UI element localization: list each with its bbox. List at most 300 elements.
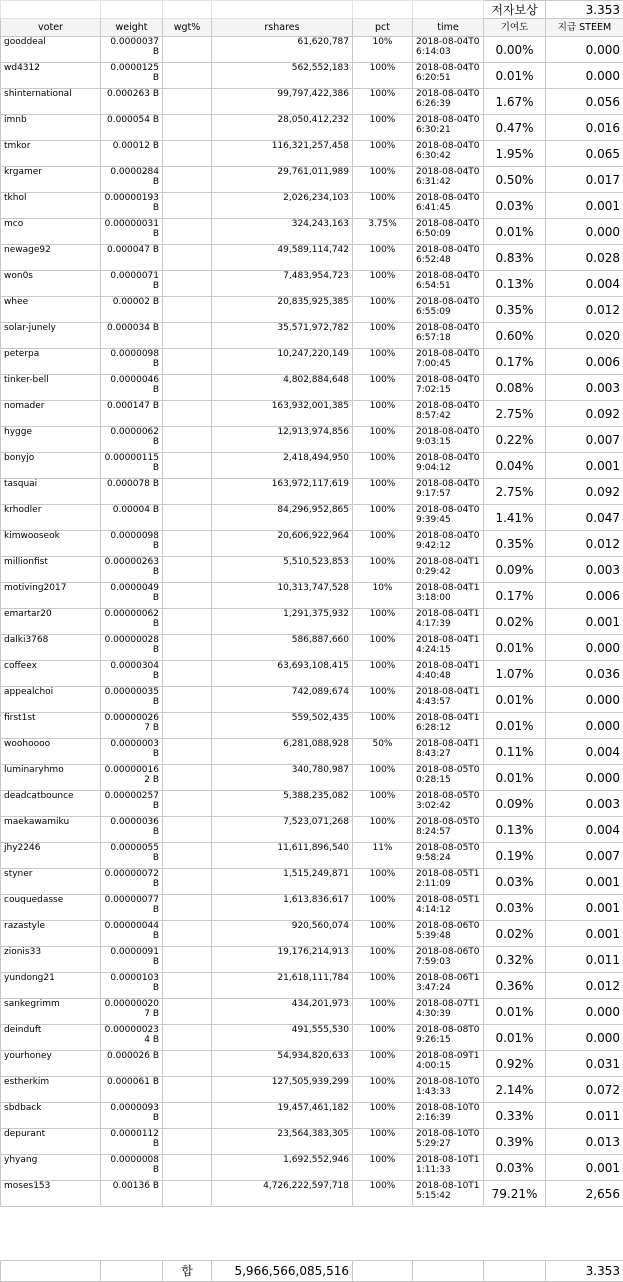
table-row [1, 609, 623, 635]
payout-cell: 0.000 [546, 713, 623, 739]
rshares-cell: 7,523,071,268 [212, 817, 353, 843]
table-row [1, 1103, 623, 1129]
wgt-pct-cell [163, 375, 212, 401]
payout-cell: 0.000 [546, 765, 623, 791]
rshares-cell: 2,026,234,103 [212, 193, 353, 219]
time-cell: 2018-08-06T13:47:24 [413, 973, 484, 999]
contribution-cell: 79.21% [484, 1181, 546, 1207]
wgt-pct-cell [163, 817, 212, 843]
table-row [1, 453, 623, 479]
pct-cell: 100% [353, 791, 413, 817]
voter-cell: tasquai [1, 479, 101, 505]
pct-cell: 100% [353, 973, 413, 999]
wgt-pct-cell [163, 1077, 212, 1103]
weight-cell: 0.00000193 B [101, 193, 163, 219]
pct-cell: 100% [353, 89, 413, 115]
time-cell: 2018-08-05T09:58:24 [413, 843, 484, 869]
voter-cell: razastyle [1, 921, 101, 947]
weight-cell: 0.0000112 B [101, 1129, 163, 1155]
time-cell: 2018-08-10T01:43:33 [413, 1077, 484, 1103]
pct-cell: 10% [353, 583, 413, 609]
wgt-pct-cell [163, 219, 212, 245]
time-cell: 2018-08-08T09:26:15 [413, 1025, 484, 1051]
table-row [1, 713, 623, 739]
weight-cell: 0.00002 B [101, 297, 163, 323]
payout-cell: 0.007 [546, 843, 623, 869]
contribution-cell: 1.95% [484, 141, 546, 167]
author-reward-label: 저자보상 [484, 1, 546, 19]
rshares-cell: 562,552,183 [212, 63, 353, 89]
table-row [1, 661, 623, 687]
time-cell: 2018-08-04T09:03:15 [413, 427, 484, 453]
time-cell: 2018-08-04T09:04:12 [413, 453, 484, 479]
table-row [1, 687, 623, 713]
voter-cell: shinternational [1, 89, 101, 115]
time-cell: 2018-08-04T10:29:42 [413, 557, 484, 583]
col-pct: pct [353, 19, 413, 37]
table-row [1, 817, 623, 843]
col-payout: 지급 STEEM [546, 19, 623, 37]
contribution-cell: 0.01% [484, 765, 546, 791]
rshares-cell: 2,418,494,950 [212, 453, 353, 479]
rshares-cell: 1,692,552,946 [212, 1155, 353, 1181]
contribution-cell: 0.03% [484, 193, 546, 219]
pct-cell: 100% [353, 817, 413, 843]
payout-cell: 0.006 [546, 583, 623, 609]
time-cell: 2018-08-04T06:52:48 [413, 245, 484, 271]
table-row [1, 1051, 623, 1077]
voter-cell: luminaryhmo [1, 765, 101, 791]
wgt-pct-cell [163, 167, 212, 193]
weight-cell: 0.0000284 B [101, 167, 163, 193]
voter-cell: styner [1, 869, 101, 895]
time-cell: 2018-08-04T06:30:21 [413, 115, 484, 141]
time-cell: 2018-08-04T16:28:12 [413, 713, 484, 739]
payout-cell: 0.003 [546, 375, 623, 401]
weight-cell: 0.0000091 B [101, 947, 163, 973]
wgt-pct-cell [163, 1181, 212, 1207]
time-cell: 2018-08-04T14:17:39 [413, 609, 484, 635]
payout-cell: 0.004 [546, 739, 623, 765]
wgt-pct-cell [163, 921, 212, 947]
time-cell: 2018-08-10T15:15:42 [413, 1181, 484, 1207]
contribution-cell: 0.36% [484, 973, 546, 999]
payout-cell: 0.028 [546, 245, 623, 271]
contribution-cell: 0.32% [484, 947, 546, 973]
col-weight: weight [101, 19, 163, 37]
rshares-cell: 5,510,523,853 [212, 557, 353, 583]
time-cell: 2018-08-04T07:00:45 [413, 349, 484, 375]
voter-cell: bonyjo [1, 453, 101, 479]
wgt-pct-cell [163, 141, 212, 167]
wgt-pct-cell [163, 1155, 212, 1181]
payout-cell: 0.006 [546, 349, 623, 375]
pct-cell: 100% [353, 245, 413, 271]
payout-cell: 0.000 [546, 999, 623, 1025]
pct-cell: 100% [353, 349, 413, 375]
wgt-pct-cell [163, 37, 212, 63]
pct-cell: 100% [353, 505, 413, 531]
time-cell: 2018-08-07T14:30:39 [413, 999, 484, 1025]
contribution-cell: 0.13% [484, 817, 546, 843]
col-rshares: rshares [212, 19, 353, 37]
rshares-cell: 21,618,111,784 [212, 973, 353, 999]
voter-cell: zionis33 [1, 947, 101, 973]
time-cell: 2018-08-04T07:02:15 [413, 375, 484, 401]
table-row [1, 349, 623, 375]
contribution-cell: 0.03% [484, 895, 546, 921]
contribution-cell: 0.03% [484, 1155, 546, 1181]
rshares-cell: 742,089,674 [212, 687, 353, 713]
rshares-cell: 19,176,214,913 [212, 947, 353, 973]
weight-cell: 0.0000037 B [101, 37, 163, 63]
pct-cell: 100% [353, 895, 413, 921]
time-cell: 2018-08-04T06:26:39 [413, 89, 484, 115]
rshares-cell: 4,802,884,648 [212, 375, 353, 401]
wgt-pct-cell [163, 1129, 212, 1155]
wgt-pct-cell [163, 1025, 212, 1051]
table-row [1, 271, 623, 297]
contribution-cell: 1.07% [484, 661, 546, 687]
wgt-pct-cell [163, 791, 212, 817]
wgt-pct-cell [163, 895, 212, 921]
pct-cell: 100% [353, 1155, 413, 1181]
wgt-pct-cell [163, 89, 212, 115]
contribution-cell: 1.67% [484, 89, 546, 115]
wgt-pct-cell [163, 323, 212, 349]
pct-cell: 100% [353, 869, 413, 895]
rshares-cell: 29,761,011,989 [212, 167, 353, 193]
pct-cell: 100% [353, 687, 413, 713]
pct-cell: 100% [353, 947, 413, 973]
contribution-cell: 0.33% [484, 1103, 546, 1129]
pct-cell: 100% [353, 531, 413, 557]
weight-cell: 0.0000036 B [101, 817, 163, 843]
weight-cell: 0.0000125 B [101, 63, 163, 89]
weight-cell: 0.0000008 B [101, 1155, 163, 1181]
voter-cell: solar-junely [1, 323, 101, 349]
contribution-cell: 0.35% [484, 531, 546, 557]
rshares-cell: 491,555,530 [212, 1025, 353, 1051]
contribution-cell: 0.00% [484, 37, 546, 63]
voter-cell: depurant [1, 1129, 101, 1155]
voter-cell: wd4312 [1, 63, 101, 89]
voter-cell: krgamer [1, 167, 101, 193]
time-cell: 2018-08-04T14:40:48 [413, 661, 484, 687]
voter-cell: woohoooo [1, 739, 101, 765]
summary-row [1, 1, 623, 19]
pct-cell: 100% [353, 999, 413, 1025]
weight-cell: 0.0000055 B [101, 843, 163, 869]
pct-cell: 100% [353, 323, 413, 349]
voter-cell: nomader [1, 401, 101, 427]
voter-cell: yhyang [1, 1155, 101, 1181]
weight-cell: 0.0000093 B [101, 1103, 163, 1129]
weight-cell: 0.00000077 B [101, 895, 163, 921]
table-row [1, 921, 623, 947]
payout-cell: 0.001 [546, 193, 623, 219]
time-cell: 2018-08-04T06:55:09 [413, 297, 484, 323]
time-cell: 2018-08-09T14:00:15 [413, 1051, 484, 1077]
wgt-pct-cell [163, 739, 212, 765]
pct-cell: 100% [353, 115, 413, 141]
payout-cell: 0.001 [546, 921, 623, 947]
table-row [1, 739, 623, 765]
table-row [1, 583, 623, 609]
payout-cell: 0.000 [546, 37, 623, 63]
voter-cell: won0s [1, 271, 101, 297]
table-row [1, 999, 623, 1025]
time-cell: 2018-08-05T00:28:15 [413, 765, 484, 791]
payout-cell: 0.000 [546, 63, 623, 89]
payout-cell: 0.007 [546, 427, 623, 453]
payout-cell: 0.012 [546, 531, 623, 557]
voter-cell: sankegrimm [1, 999, 101, 1025]
weight-cell: 0.00000026 7 B [101, 713, 163, 739]
contribution-cell: 1.41% [484, 505, 546, 531]
contribution-cell: 0.01% [484, 713, 546, 739]
voter-cell: gooddeal [1, 37, 101, 63]
voter-cell: sbdback [1, 1103, 101, 1129]
contribution-cell: 0.01% [484, 635, 546, 661]
pct-cell: 11% [353, 843, 413, 869]
pct-cell: 100% [353, 427, 413, 453]
payout-cell: 0.056 [546, 89, 623, 115]
contribution-cell: 0.17% [484, 349, 546, 375]
payout-cell: 0.001 [546, 895, 623, 921]
time-cell: 2018-08-05T08:24:57 [413, 817, 484, 843]
rshares-cell: 19,457,461,182 [212, 1103, 353, 1129]
rshares-cell: 6,281,088,928 [212, 739, 353, 765]
payout-cell: 0.001 [546, 609, 623, 635]
payout-cell: 0.000 [546, 635, 623, 661]
voter-cell: couquedasse [1, 895, 101, 921]
wgt-pct-cell [163, 453, 212, 479]
weight-cell: 0.000026 B [101, 1051, 163, 1077]
table-row [1, 193, 623, 219]
contribution-cell: 0.60% [484, 323, 546, 349]
table-row [1, 479, 623, 505]
author-reward-value: 3.353 [546, 1, 623, 19]
wgt-pct-cell [163, 349, 212, 375]
contribution-cell: 0.01% [484, 1025, 546, 1051]
rshares-total: 5,966,566,085,516 [212, 1261, 353, 1282]
table-row [1, 973, 623, 999]
rshares-cell: 23,564,383,305 [212, 1129, 353, 1155]
wgt-pct-cell [163, 63, 212, 89]
rshares-cell: 63,693,108,415 [212, 661, 353, 687]
payout-cell: 0.003 [546, 557, 623, 583]
time-cell: 2018-08-04T06:31:42 [413, 167, 484, 193]
rshares-cell: 4,726,222,597,718 [212, 1181, 353, 1207]
table-row [1, 947, 623, 973]
table-row [1, 791, 623, 817]
weight-cell: 0.00000115 B [101, 453, 163, 479]
payout-cell: 0.000 [546, 219, 623, 245]
pct-cell: 100% [353, 765, 413, 791]
table-row [1, 375, 623, 401]
table-row [1, 1077, 623, 1103]
table-row [1, 37, 623, 63]
voter-cell: imnb [1, 115, 101, 141]
wgt-pct-cell [163, 609, 212, 635]
weight-cell: 0.000263 B [101, 89, 163, 115]
pct-cell: 100% [353, 1077, 413, 1103]
pct-cell: 100% [353, 1181, 413, 1207]
weight-cell: 0.00000031 B [101, 219, 163, 245]
contribution-cell: 2.14% [484, 1077, 546, 1103]
payout-cell: 0.020 [546, 323, 623, 349]
time-cell: 2018-08-04T18:43:27 [413, 739, 484, 765]
table-row [1, 297, 623, 323]
payout-cell: 0.004 [546, 271, 623, 297]
time-cell: 2018-08-10T05:29:27 [413, 1129, 484, 1155]
time-cell: 2018-08-04T06:54:51 [413, 271, 484, 297]
weight-cell: 0.00000020 7 B [101, 999, 163, 1025]
table-row [1, 557, 623, 583]
weight-cell: 0.0000098 B [101, 531, 163, 557]
voter-cell: estherkim [1, 1077, 101, 1103]
contribution-cell: 0.83% [484, 245, 546, 271]
pct-cell: 100% [353, 63, 413, 89]
table-row [1, 765, 623, 791]
table-row [1, 323, 623, 349]
pct-cell: 100% [353, 453, 413, 479]
weight-cell: 0.0000062 B [101, 427, 163, 453]
weight-cell: 0.000034 B [101, 323, 163, 349]
voter-cell: yourhoney [1, 1051, 101, 1077]
wgt-pct-cell [163, 1103, 212, 1129]
table-row [1, 219, 623, 245]
contribution-cell: 0.22% [484, 427, 546, 453]
payout-cell: 0.047 [546, 505, 623, 531]
time-cell: 2018-08-05T12:11:09 [413, 869, 484, 895]
weight-cell: 0.00004 B [101, 505, 163, 531]
header-row [1, 19, 623, 37]
pct-cell: 100% [353, 661, 413, 687]
pct-cell: 100% [353, 1051, 413, 1077]
rshares-cell: 20,835,925,385 [212, 297, 353, 323]
contribution-cell: 0.09% [484, 791, 546, 817]
pct-cell: 10% [353, 37, 413, 63]
wgt-pct-cell [163, 661, 212, 687]
table-row [1, 427, 623, 453]
table-row [1, 531, 623, 557]
pct-cell: 100% [353, 375, 413, 401]
table-row [1, 505, 623, 531]
wgt-pct-cell [163, 947, 212, 973]
weight-cell: 0.000061 B [101, 1077, 163, 1103]
wgt-pct-cell [163, 297, 212, 323]
weight-cell: 0.00000072 B [101, 869, 163, 895]
payout-cell: 0.011 [546, 947, 623, 973]
time-cell: 2018-08-10T11:11:33 [413, 1155, 484, 1181]
rshares-cell: 10,313,747,528 [212, 583, 353, 609]
pct-cell: 100% [353, 167, 413, 193]
time-cell: 2018-08-04T09:39:45 [413, 505, 484, 531]
weight-cell: 0.000047 B [101, 245, 163, 271]
voter-cell: newage92 [1, 245, 101, 271]
contribution-cell: 0.09% [484, 557, 546, 583]
contribution-cell: 0.39% [484, 1129, 546, 1155]
weight-cell: 0.00000035 B [101, 687, 163, 713]
weight-cell: 0.000147 B [101, 401, 163, 427]
payout-cell: 0.072 [546, 1077, 623, 1103]
weight-cell: 0.00000062 B [101, 609, 163, 635]
rshares-cell: 586,887,660 [212, 635, 353, 661]
rshares-cell: 127,505,939,299 [212, 1077, 353, 1103]
rshares-cell: 20,606,922,964 [212, 531, 353, 557]
payout-cell: 0.036 [546, 661, 623, 687]
voter-cell: whee [1, 297, 101, 323]
voter-cell: emartar20 [1, 609, 101, 635]
rshares-cell: 84,296,952,865 [212, 505, 353, 531]
rshares-cell: 1,613,836,617 [212, 895, 353, 921]
pct-cell: 100% [353, 401, 413, 427]
table-row [1, 167, 623, 193]
payout-cell: 0.092 [546, 479, 623, 505]
rshares-cell: 35,571,972,782 [212, 323, 353, 349]
voter-cell: tmkor [1, 141, 101, 167]
rshares-cell: 559,502,435 [212, 713, 353, 739]
payout-cell: 0.012 [546, 973, 623, 999]
pct-cell: 100% [353, 609, 413, 635]
table-row [1, 869, 623, 895]
wgt-pct-cell [163, 687, 212, 713]
time-cell: 2018-08-04T14:43:57 [413, 687, 484, 713]
table-row [1, 115, 623, 141]
voter-cell: deadcatbounce [1, 791, 101, 817]
voter-cell: motiving2017 [1, 583, 101, 609]
time-cell: 2018-08-06T07:59:03 [413, 947, 484, 973]
rshares-cell: 7,483,954,723 [212, 271, 353, 297]
rshares-cell: 49,589,114,742 [212, 245, 353, 271]
rshares-cell: 434,201,973 [212, 999, 353, 1025]
table-row [1, 245, 623, 271]
weight-cell: 0.00000257 B [101, 791, 163, 817]
table-row [1, 1181, 623, 1207]
total-row [1, 1261, 623, 1282]
payout-cell: 0.001 [546, 453, 623, 479]
contribution-cell: 0.01% [484, 219, 546, 245]
pct-cell: 100% [353, 1103, 413, 1129]
contribution-cell: 0.08% [484, 375, 546, 401]
weight-cell: 0.00012 B [101, 141, 163, 167]
wgt-pct-cell [163, 635, 212, 661]
voter-cell: deinduft [1, 1025, 101, 1051]
table-row [1, 401, 623, 427]
table-row [1, 1025, 623, 1051]
time-cell: 2018-08-04T14:24:15 [413, 635, 484, 661]
rshares-cell: 163,932,001,385 [212, 401, 353, 427]
pct-cell: 100% [353, 193, 413, 219]
contribution-cell: 0.02% [484, 609, 546, 635]
contribution-cell: 0.50% [484, 167, 546, 193]
pct-cell: 100% [353, 479, 413, 505]
pct-cell: 3.75% [353, 219, 413, 245]
payout-cell: 0.031 [546, 1051, 623, 1077]
payout-cell: 0.016 [546, 115, 623, 141]
table-row [1, 843, 623, 869]
voter-cell: maekawamiku [1, 817, 101, 843]
pct-cell: 100% [353, 271, 413, 297]
payout-cell: 2,656 [546, 1181, 623, 1207]
wgt-pct-cell [163, 193, 212, 219]
weight-cell: 0.00000028 B [101, 635, 163, 661]
contribution-cell: 0.17% [484, 583, 546, 609]
payout-cell: 0.000 [546, 687, 623, 713]
contribution-cell: 0.47% [484, 115, 546, 141]
